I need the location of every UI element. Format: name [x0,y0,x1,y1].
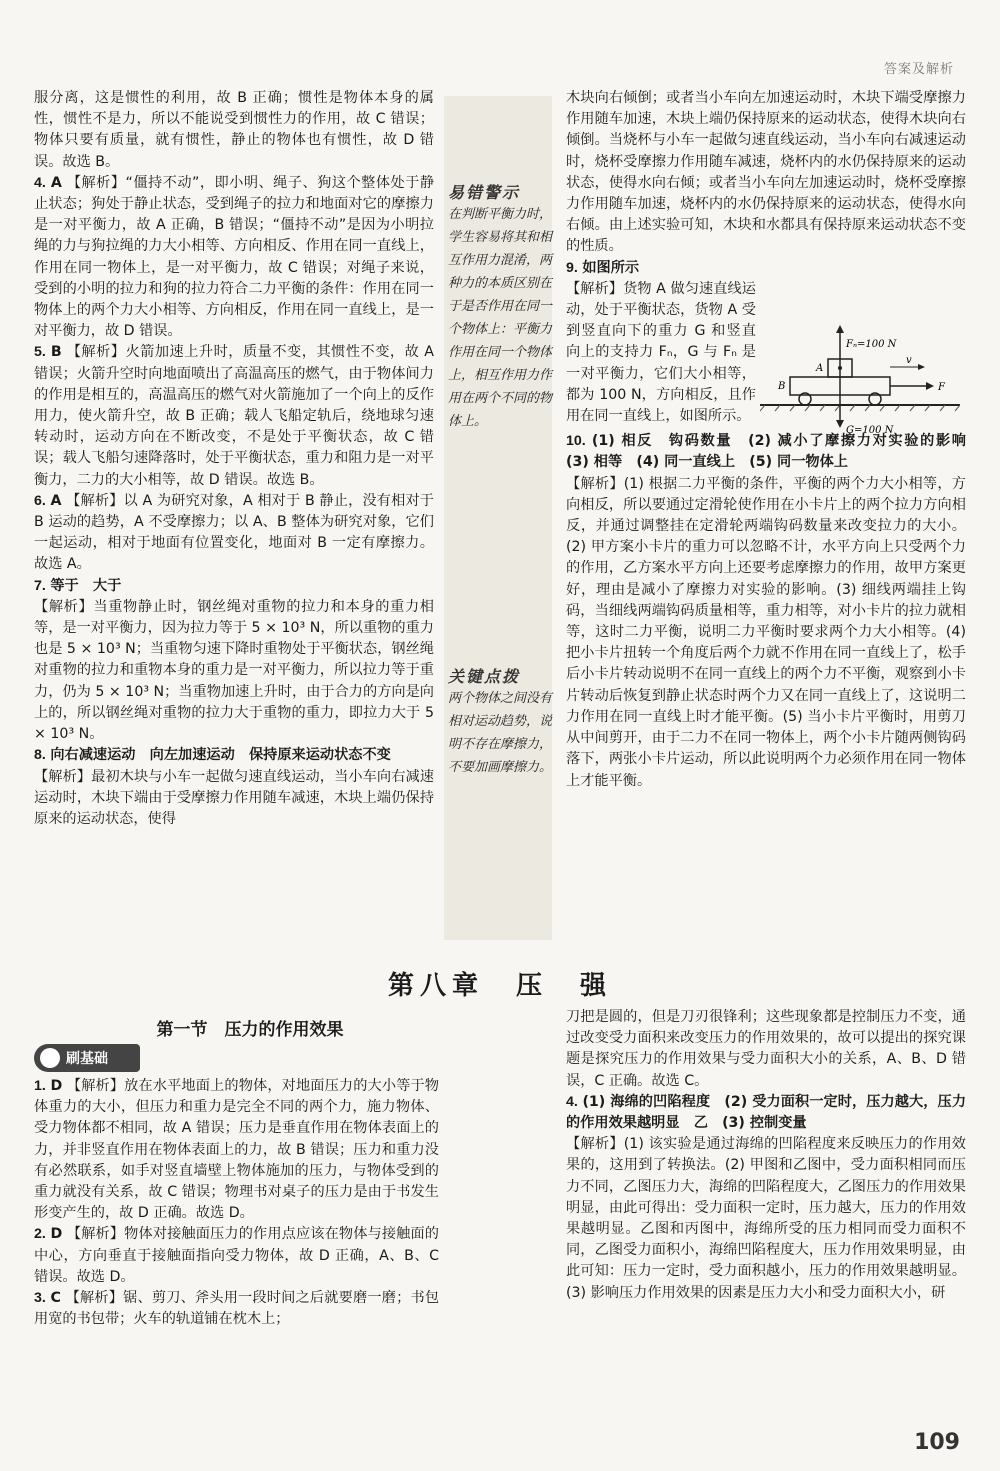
item-answer: B [50,344,62,361]
force-origin-dot [838,366,842,370]
sidebar-warning-title: 易错警示 [448,183,521,202]
item-explanation: 【解析】锯、剪刀、斧头用一段时间之后就要磨一磨；书包用宽的书包带；火车的轨道铺在枕木上； [34,1290,440,1328]
item-number: 6. [34,492,46,509]
item-number: 1. [34,1078,46,1094]
left-column [34,88,434,830]
answer-item [34,1076,439,1224]
item-explanation: 【解析】以 A 为研究对象，A 相对于 B 静止，没有相对于 B 运动的趋势，A 不受摩擦力；以 A、B 整体为研究对象，它们一起运动，相对于地面有位置变化，地面对 B 一定有摩擦力。故选 A。 [34,492,434,573]
item-number: 4. [566,1093,578,1110]
pencil-icon [40,1048,60,1068]
item-explanation: 【解析】(1) 该实验是通过海绵的凹陷程度来反映压力的作用效果的，这用到了转换法。(2) 甲图和乙图中，受力面积相同而压力不同，乙图压力大，海绵的凹陷程度大，乙图压力的作用效果明显，由此可得出：受力面积一定时，压力越大，压力的作用效果越明显。乙图和丙图中，海绵所受的压力相同而受力面积不同，乙图受力面积小，海绵凹陷程度大，压力作用效果明显，由此可知：压力一定时，受力面积越小，压力的作用效果越明显。(3) 影响压力作用效果的因素是压力大小和受力面积大小，研 [566,1136,966,1301]
item-explanation: 【解析】“僵持不动”，即小明、绳子、狗这个整体处于静止状态；狗处于静止状态，受到绳子的拉力和地面对它的摩擦力是一对平衡力，故 A 正确，B 错误；“僵持不动”是因为小明拉绳的力与狗拉绳的力大小相等、方向相反、作用在同一直线上，作用在同一物体上，是一对平衡力，故 C 错误；对绳子来说，受到的小明的拉力和狗的拉力符合二力平衡的条件：作用在同一物体上的两个力大小相等、方向相反，作用在同一直线上，是一对平衡力，故 D 错误。 [34,174,435,340]
answer-item [34,491,434,576]
answer-item [566,258,966,279]
item-explanation: 【解析】火箭加速上升时，质量不变，其惯性不变，故 A 错误；火箭升空时向地面喷出了高温高压的燃气，由于物体间力的作用是相互的，高温高压的燃气对火箭施加了一个向上的反作用力，使火箭升空，故 B 正确；载人飞船定轨后，绕地球匀速转动时，运动方向在不断改变，不是处于平衡状态，故 C 错误；载人飞船匀速降落时，处于平衡状态，重力和阻力是一对平衡力，二力的大小相等，故 D 错误。故选 B。 [34,344,434,488]
pull-force-arrowhead [926,382,934,390]
badge-label: 刷基础 [66,1051,108,1067]
label-g: G=100 N [846,425,894,435]
sidebar-warning-text: 在判断平衡力时，学生容易将其和相互作用力混淆，两种力的本质区别在于是否作用在同一个物体上：平衡力作用在同一个物体上，相互作用力作用在两个不同的物体上。 [448,207,553,429]
support-force-arrowhead [836,325,844,333]
item-number: 3. [34,1290,46,1307]
item-number: 8. [34,747,46,764]
item-number: 7. [34,577,46,594]
basic-practice-badge [34,1044,140,1072]
page-number: 109 [914,1430,960,1455]
answer-item [34,342,434,490]
item-number: 9. [566,259,578,276]
header-label: 答案及解析 [883,62,954,77]
item-number: 4. [34,174,46,191]
item-number: 2. [34,1226,46,1243]
right-column [566,88,981,792]
label-v: v [906,355,912,366]
item-explanation: 【解析】最初木块与小车一起做匀速直线运动，当小车向右减速运动时，木块下端由于受摩擦力作用随车减速，木块上端仍保持原来的运动状态，使得 [34,768,434,827]
item-explanation: 【解析】物体对接触面压力的作用点应该在物体与接触面的中心，方向垂直于接触面指向受力物体，故 D 正确，A、B、C 错误。故选 D。 [34,1226,439,1285]
item-explanation: 【解析】放在水平地面上的物体，对地面压力的大小等于物体重力的大小，但压力和重力是完全不同的两个力，施力物体、受力物体都不相同，故 A 错误；压力是垂直作用在物体表面上的力，并非竖直作用在物体表面上的力，故 B 错误；压力和重力没有必然联系，如手对竖直墙壁上物体施加的压力，与物体受到的重力就没有关系，故 C 错误；物理书对桌子的压力是由于书发生形变产生的，故 D 正确。故选 D。 [34,1078,439,1222]
item-answer: (1) 海绵的凹陷程度 (2) 受力面积一定时，压力越大，压力的作用效果越明显 乙 (3) 控制变量 [566,1093,967,1132]
label-f: F [938,382,945,393]
continued-paragraph: 服分离，这是惯性的利用，故 B 正确；惯性是物体本身的属性，惯性不是力，所以不能说受到惯性力的作用，故 C 错误；物体只要有质量，就有惯性，静止的物体也有惯性，故 D 错误。故选 B。 [34,90,434,170]
answer-item [566,1092,966,1304]
label-a: A [816,363,824,374]
answer-item [34,173,434,343]
force-diagram [760,325,960,435]
item-answer: 向右减速运动 向左加速运动 保持原来运动状态不变 [50,747,391,764]
answer-item [34,576,434,746]
label-fn: Fₙ=100 N [846,339,897,350]
item-answer: A [50,174,62,191]
item-answer: D [50,1078,63,1094]
chapter-title: 第八章 压 强 [387,971,612,1001]
section-title: 第一节 压力的作用效果 [156,1020,344,1040]
continued-paragraph: 刀把是圆的，但是刀刃很锋利；这些现象都是控制压力不变，通过改变受力面积来改变压力的作用效果的，故可以提出的探究课题是探究压力的作用效果与受力面积大小的关系，A、B、D 错误，C 正确。故选 C。 [566,1009,966,1089]
item-answer: (1) 相反 钩码数量 (2) 减小了摩擦力对实验的影响 (3) 相等 (4) 同一直线上 (5) 同一物体上 [566,433,981,471]
answer-item [34,1288,439,1330]
answer-item-9-explanation: 【解析】货物 A 做匀速直线运动，处于平衡状态，货物 A 受到竖直向下的重力 G 和竖直向上的支持力 Fₙ，G 与 Fₙ 是一对平衡力，它们大小相等，都为 100 N，方向相反，且作用在同一直线上，如图所示。 [566,280,756,425]
answer-item [566,431,981,791]
answer-item [34,745,434,830]
answer-item [34,1224,439,1288]
velocity-arrowhead [918,364,925,370]
sidebar-warning [448,180,552,433]
item-answer: 等于 大于 [50,577,122,594]
item-answer: 如图所示 [582,259,640,276]
label-b: B [778,381,786,392]
item-answer: D [50,1226,63,1243]
item-number: 5. [34,344,46,361]
item-answer: C [50,1290,61,1307]
left-column-bottom [34,1076,439,1330]
continued-paragraph: 木块向右倾倒；或者当小车向左加速运动时，木块下端受摩擦力作用随车加速，木块上端仍保持原来的运动状态，使得木块向右倾倒。当烧杯与小车一起做匀速直线运动，当小车向右减速运动时，烧杯受摩擦力作用随车减速，烧杯内的水仍保持原来的运动状态，使得水向右倾；或者当小车向左加速运动时，烧杯受摩擦力作用随车加速，烧杯内的水仍保持原来的运动状态，使得水向右倾。由上述实验可知，木块和水都具有保持原来运动状态不变的性质。 [566,90,966,255]
sidebar-tip-title: 关键点拨 [448,667,521,686]
item-explanation: 【解析】(1) 根据二力平衡的条件，平衡的两个力大小相等，方向相反，所以要通过定滑轮使作用在小卡片上的两个拉力方向相反，并通过调整挂在定滑轮两端钩码数量来改变拉力的大小。(2) 甲方案小卡片的重力可以忽略不计，水平方向上只受两个力的作用，乙方案水平方向上还要考虑摩擦力的作用，故甲方案更好，理由是减小了摩擦力对实验的影响。(3) 细线两端挂上钩码，当细线两端钩码质量相等，重力相等，对小卡片的拉力就相等，这时二力平衡，说明二力平衡时要求两个力大小相等。(4) 把小卡片扭转一个角度后两个力就不作用在同一直线上了，松手后小卡片转动说明不在同一直线上的两个力不平衡，观察到小卡片转动后恢复到静止状态时两个力又在同一直线上了，这说明二力作用在同一直线上时才能平衡。(5) 当小卡片平衡时，用剪刀从中间剪开，由于二力不在同一物体上，两个小卡片随两侧钩码落下，两张小卡片运动，所以此说明两个力必须作用在同一物体上才能平衡。 [566,475,966,789]
item-explanation: 【解析】当重物静止时，钢丝绳对重物的拉力和本身的重力相等，是一对平衡力，因为拉力等于 5 × 10³ N，所以重物的重力也是 5 × 10³ N；当重物匀速下降时重物处于平衡状态，钢丝绳对重物的拉力和重物本身的重力是一对平衡力，所以拉力等于重力，仍为 5 × 10³ N；当重物加速上升时，由于合力的方向是向上的，所以钢丝绳对重物的拉力大于重物的重力，即拉力大于 5 × 10³ N。 [34,598,434,743]
item-number: 10. [566,433,586,450]
sidebar-tip [448,664,552,779]
item-answer: A [50,492,62,509]
right-column-bottom [566,1007,966,1304]
sidebar-tip-text: 两个物体之间没有相对运动趋势，说明不存在摩擦力，不要加画摩擦力。 [448,691,553,775]
gravity-arrowhead [836,420,844,428]
